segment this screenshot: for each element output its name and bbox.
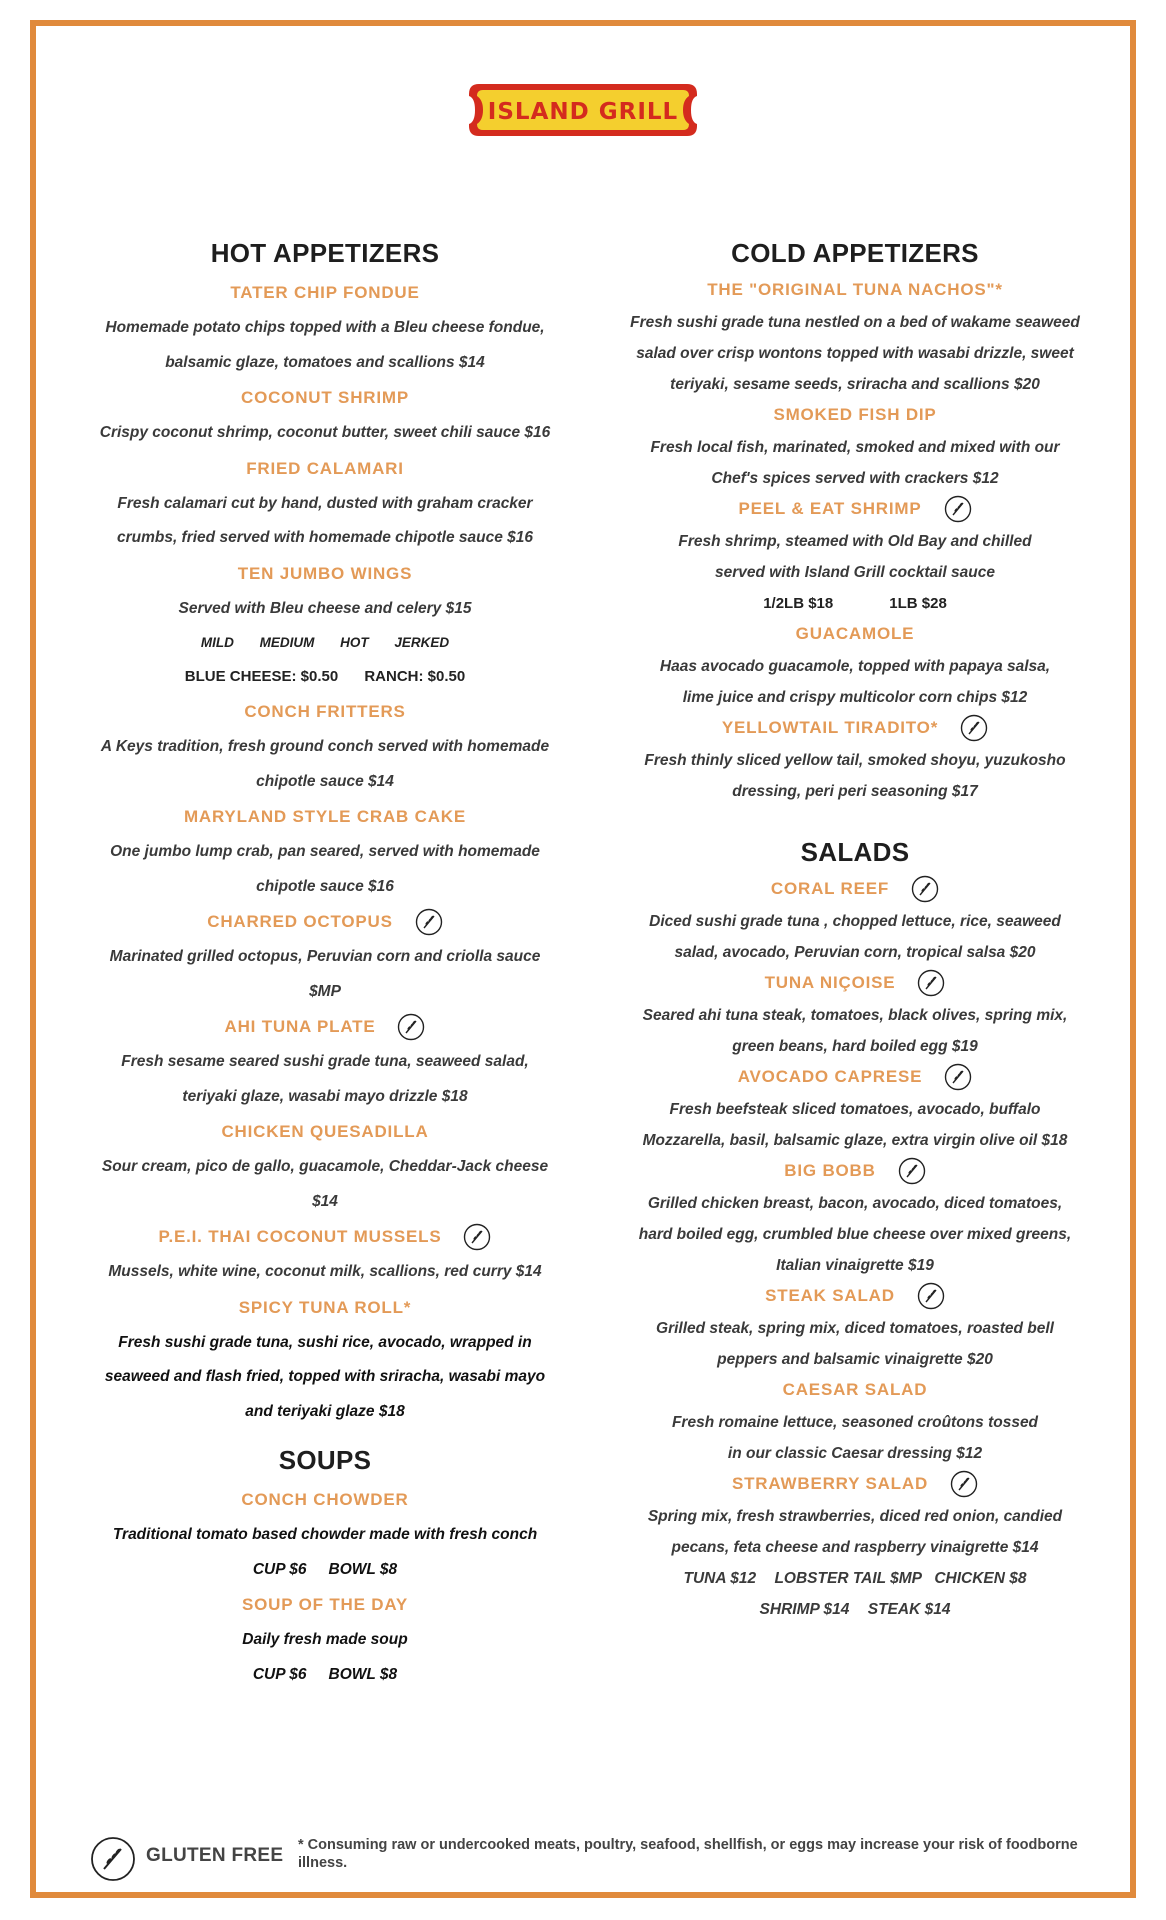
item-chicken-quesadilla: CHICKEN QUESADILLA <box>221 1122 429 1141</box>
item-big-bobb: BIG BOBB <box>620 1158 1090 1184</box>
item-tater-chip-fondue: TATER CHIP FONDUE <box>230 283 420 302</box>
hot-appetizers-heading: HOT APPETIZERS <box>210 238 440 268</box>
soup-of-day-prices: CUP $6 BOWL $8 <box>252 1665 398 1683</box>
item-spicy-tuna-roll: SPICY TUNA ROLL* <box>238 1297 412 1317</box>
gluten-free-legend: GLUTEN FREE <box>146 1845 284 1866</box>
item-original-tuna-nachos: THE "ORIGINAL TUNA NACHOS"* <box>707 280 1003 299</box>
item-conch-chowder: CONCH CHOWDER <box>241 1490 409 1509</box>
item-strawberry-salad: STRAWBERRY SALAD <box>620 1471 1090 1497</box>
wings-flavor-options: MILD MEDIUM HOT JERKED <box>200 635 450 650</box>
item-ahi-tuna-plate: AHI TUNA PLATE <box>95 1013 555 1041</box>
cold-appetizers-heading: COLD APPETIZERS <box>731 238 979 268</box>
salad-addons-row-2: SHRIMP $14 STEAK $14 <box>759 1601 951 1618</box>
wings-extra-sauces: BLUE CHEESE: $0.50 RANCH: $0.50 <box>184 668 466 685</box>
svg-text:ISLAND GRILL: ISLAND GRILL <box>487 99 679 125</box>
gluten-free-icon <box>90 1836 136 1882</box>
gluten-free-icon <box>960 714 988 742</box>
salads-heading: SALADS <box>800 837 910 867</box>
gluten-free-icon <box>415 908 443 936</box>
item-tuna-nicoise: TUNA NIÇOISE <box>620 970 1090 996</box>
island-grill-logo <box>465 80 701 140</box>
item-fried-calamari: FRIED CALAMARI <box>246 458 404 478</box>
gluten-free-icon <box>397 1013 425 1041</box>
chowder-prices: CUP $6 BOWL $8 <box>252 1560 398 1578</box>
item-coral-reef: CORAL REEF <box>620 876 1090 902</box>
gluten-free-icon <box>898 1157 926 1185</box>
gluten-free-icon <box>944 495 972 523</box>
gluten-free-icon <box>463 1223 491 1251</box>
item-soup-of-the-day: SOUP OF THE DAY <box>242 1595 408 1614</box>
right-column: COLD APPETIZERS THE "ORIGINAL TUNA NACHOS"* Fresh sushi grade tuna nestled on a bed of wakame seaweed salad over crisp wontons topped with wasabi drizzle, sweet teriyaki, sesame seeds, sriracha and scallions $20 SMOKED FISH DIP Fresh local fish, marinated, smoked and mixed with our Chef's spices served with crackers $12 PEEL & EAT SHRIMP Fresh shrimp, steamed with Old Bay and chilled served with Island Grill cocktail sauce 1/2LB $18 1LB $28 GUACAMOLE Haas avocado guacamole, topped with papaya salsa, lime juice and crispy multicolor corn chips $12 YELLOWTAIL TIRADITO* Fresh thinly sliced yellow tail, smoked shoyu, yuzukosho dressing, peri peri seasoning $17 SALADS CORAL REEF Diced sushi grade tuna , chopped lettuce, rice, seaweed salad, avocado, Peruvian corn, tropical salsa $20 TUNA NIÇOISE Seared ahi tuna steak, tomatoes, black olives, spring mix, green beans, hard boiled egg $19 AVOCADO CAPRESE Fresh beefsteak sliced tomatoes, avocado, buffalo Mozzarella, basil, balsamic glaze, extra virgin olive oil $18 BIG BOBB Grilled chicken breast, bacon, avocado, diced tomatoes, hard boiled egg, crumbled blue cheese over mixed greens, Italian vinaigrette $19 STEAK SALAD Grilled steak, spring mix, diced tomatoes, roasted bell peppers and balsamic vinaigrette $20 CAESAR SALAD Fresh romaine lettuce, seasoned croûtons tossed in our classic Caesar dressing $12 STRAWBERRY SALAD Spring mix, fresh strawberries, diced red onion, candied pecans, feta cheese and raspberry vinaigrette $14 TUNA $12 LOBSTER TAIL $MP CHICKEN $8 SHRIMP $14 STEAK $14 <box>620 238 1090 1625</box>
item-maryland-crab-cake: MARYLAND STYLE CRAB CAKE <box>183 807 467 826</box>
item-yellowtail-tiradito: YELLOWTAIL TIRADITO* <box>620 715 1090 741</box>
item-charred-octopus: CHARRED OCTOPUS <box>95 908 555 936</box>
consumer-advisory: * Consuming raw or undercooked meats, poultry, seafood, shellfish, or eggs may increase your risk of foodborne illness. <box>298 1837 1078 1871</box>
item-guacamole: GUACAMOLE <box>795 624 915 643</box>
item-coconut-shrimp: COCONUT SHRIMP <box>241 388 409 407</box>
left-column: HOT APPETIZERS TATER CHIP FONDUE Homemade potato chips topped with a Bleu cheese fondue, balsamic glaze, tomatoes and scallions $14 COCONUT SHRIMP Crispy coconut shrimp, coconut butter, sweet chili sauce $16 FRIED CALAMARI Fresh calamari cut by hand, dusted with graham cracker crumbs, fried served with homemade chipotle sauce $16 TEN JUMBO WINGS Served with Bleu cheese and celery $15 MILD MEDIUM HOT JERKED BLUE CHEESE: $0.50 RANCH: $0.50 CONCH FRITTERS A Keys tradition, fresh ground conch served with homemade chipotle sauce $14 MARYLAND STYLE CRAB CAKE One jumbo lump crab, pan seared, served with homemade chipotle sauce $16 CHARRED OCTOPUS Marinated grilled octopus, Peruvian corn and criolla sauce $MP AHI TUNA PLATE Fresh sesame seared sushi grade tuna, seaweed salad, teriyaki glaze, wasabi mayo drizzle $18 CHICKEN QUESADILLA Sour cream, pico de gallo, guacamole, Cheddar-Jack cheese $14 P.E.I. THAI COCONUT MUSSELS Mussels, white wine, coconut milk, scallions, red curry $14 SPICY TUNA ROLL* Fresh sushi grade tuna, sushi rice, avocado, wrapped in seaweed and flash fried, topped with sriracha, wasabi mayo and teriyaki glaze $18 SOUPS CONCH CHOWDER Traditional tomato based chowder made with fresh conch CUP $6 BOWL $8 SOUP OF THE DAY Daily fresh made soup CUP $6 BOWL $8 <box>95 238 555 1692</box>
gluten-free-icon <box>944 1063 972 1091</box>
item-avocado-caprese: AVOCADO CAPRESE <box>620 1064 1090 1090</box>
item-caesar-salad: CAESAR SALAD <box>782 1380 928 1399</box>
gluten-free-icon <box>911 875 939 903</box>
salad-addons-row-1: TUNA $12 LOBSTER TAIL $MP CHICKEN $8 <box>683 1570 1027 1587</box>
item-thai-coconut-mussels: P.E.I. THAI COCONUT MUSSELS <box>95 1223 555 1251</box>
item-ten-jumbo-wings: TEN JUMBO WINGS <box>237 563 413 583</box>
soups-heading: SOUPS <box>278 1445 372 1475</box>
item-conch-fritters: CONCH FRITTERS <box>244 702 406 721</box>
gluten-free-icon <box>917 1282 945 1310</box>
item-smoked-fish-dip: SMOKED FISH DIP <box>773 405 937 424</box>
shrimp-sizes: 1/2LB $18 1LB $28 <box>763 595 947 612</box>
gluten-free-icon <box>950 1470 978 1498</box>
item-peel-eat-shrimp: PEEL & EAT SHRIMP <box>620 496 1090 522</box>
item-steak-salad: STEAK SALAD <box>620 1283 1090 1309</box>
gluten-free-icon <box>917 969 945 997</box>
